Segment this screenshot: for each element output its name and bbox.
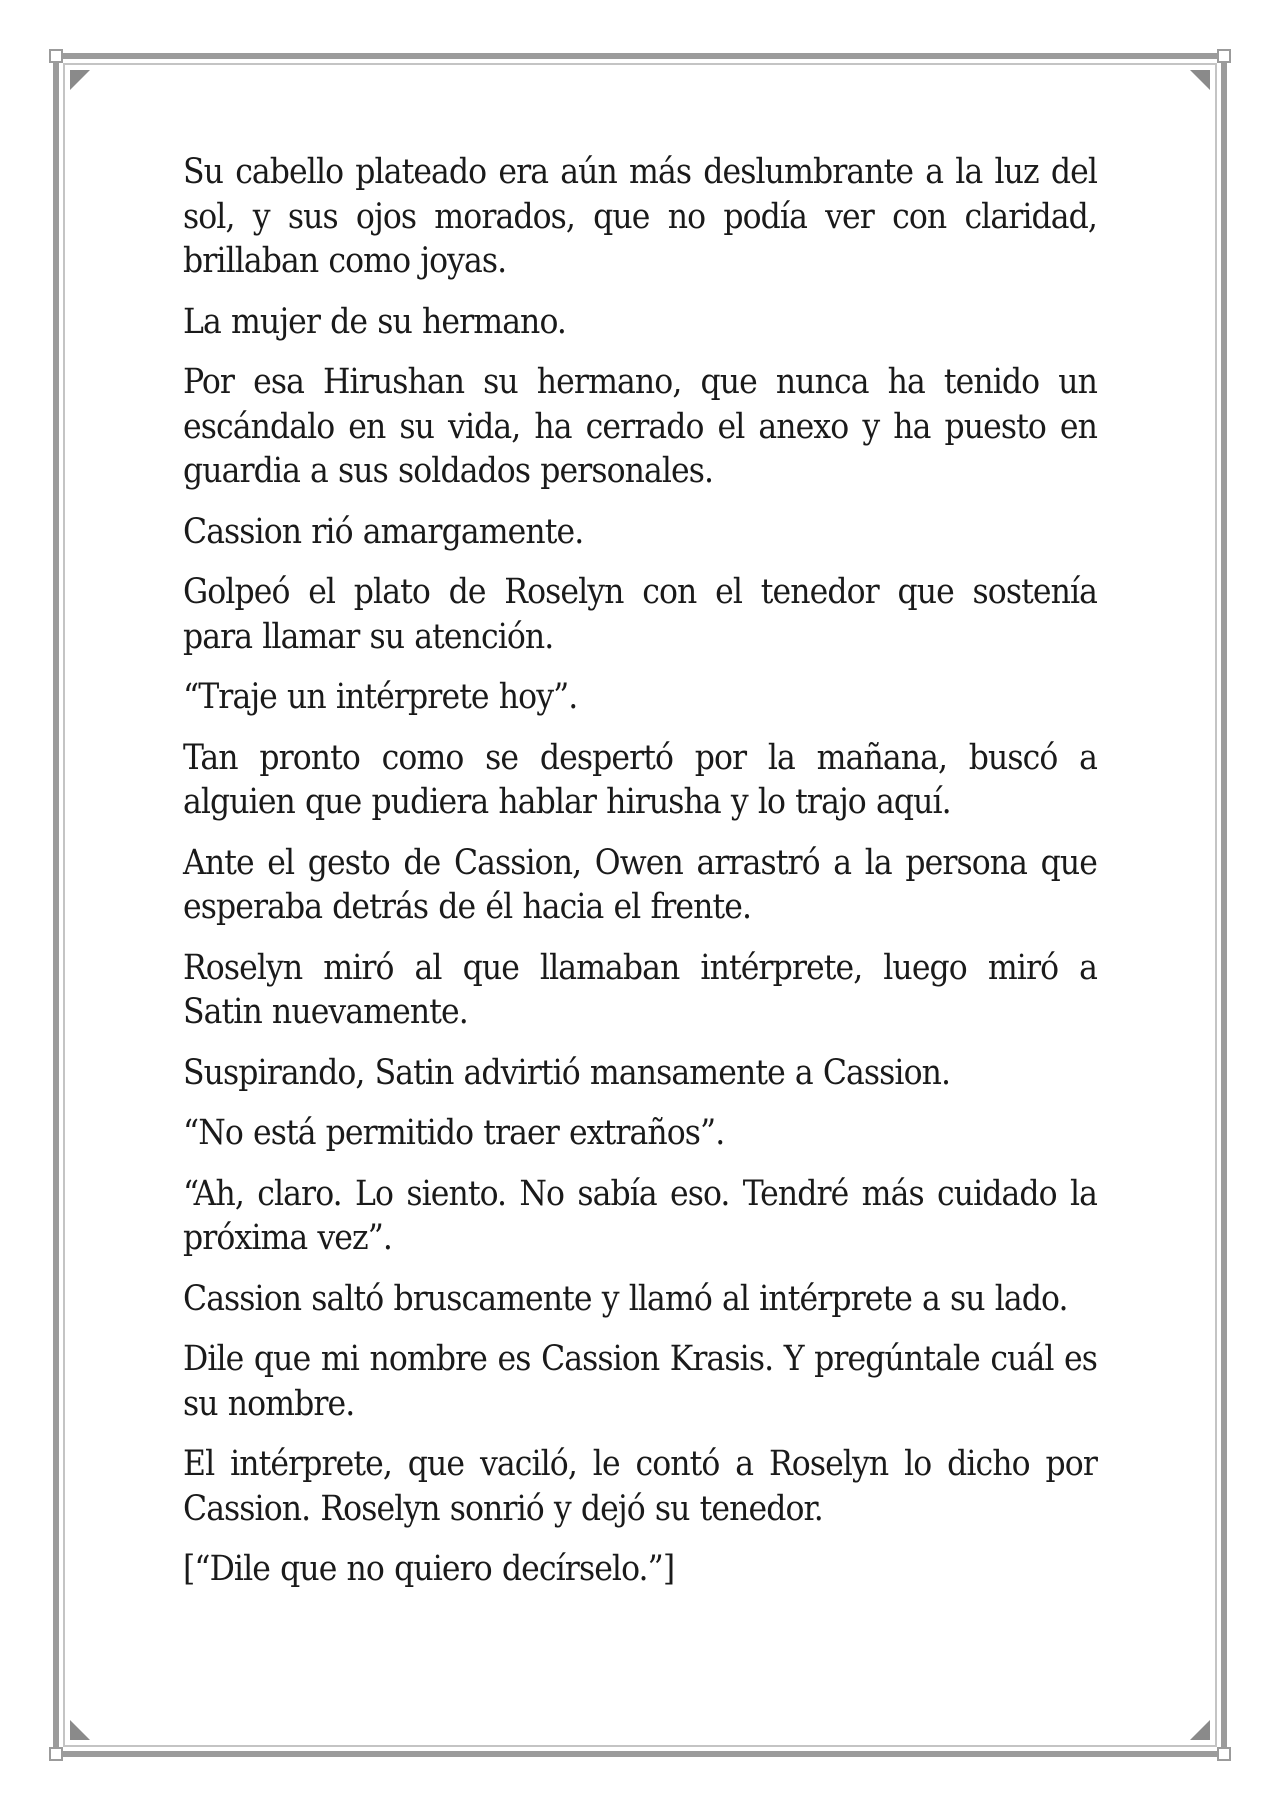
paragraph: Por esa Hirushan su hermano, que nunca ha tenido un escándalo en su vida, ha cerrado el anexo y ha puesto en guardia a sus soldados personales. [183,362,1097,491]
document-body [183,150,1097,1608]
paragraph: Su cabello plateado era aún más deslumbrante a la luz del sol, y sus ojos morados, que no podía ver con claridad, brillaban como joyas. [183,152,1097,281]
paragraph: Dile que mi nombre es Cassion Krasis. Y pregúntale cuál es su nombre. [183,1339,1097,1424]
paragraph: Cassion rió amargamente. [183,511,584,552]
paragraph: Tan pronto como se despertó por la mañana, buscó a alguien que pudiera hablar hirusha y lo trajo aquí. [183,737,1097,822]
paragraph: Golpeó el plato de Roselyn con el tenedor que sostenía para llamar su atención. [183,572,1097,657]
paragraph: La mujer de su hermano. [183,301,566,342]
paragraph: Suspirando, Satin advirtió mansamente a Cassion. [183,1052,951,1093]
paragraph: Roselyn miró al que llamaban intérprete, luego miró a Satin nuevamente. [183,947,1097,1032]
paragraph: El intérprete, que vaciló, le contó a Roselyn lo dicho por Cassion. Roselyn sonrió y dejó su tenedor. [183,1444,1097,1529]
paragraph: [“Dile que no quiero decírselo.”] [183,1549,675,1589]
paragraph: “Ah, claro. Lo siento. No sabía eso. Tendré más cuidado la próxima vez”. [183,1173,1097,1258]
paragraph: Ante el gesto de Cassion, Owen arrastró a la persona que esperaba detrás de él hacia el frente. [183,842,1097,927]
paragraph: “No está permitido traer extraños”. [183,1113,725,1153]
paragraph: “Traje un intérprete hoy”. [183,677,578,717]
paragraph: Cassion saltó bruscamente y llamó al intérprete a su lado. [183,1278,1068,1319]
